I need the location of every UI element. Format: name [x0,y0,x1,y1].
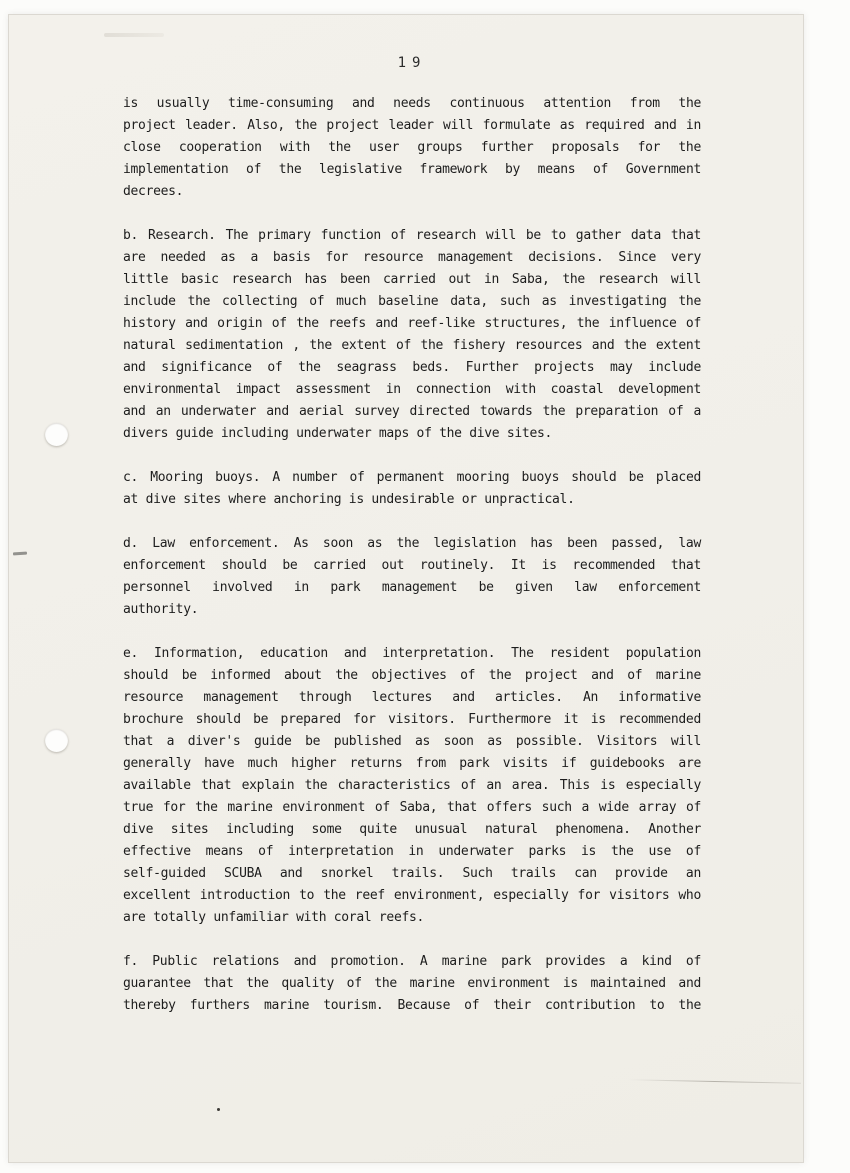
text-line: natural sedimentation , the extent of the fishery resources and the extent [123,338,701,353]
hole-punch-top [45,423,68,446]
text-line: effective means of interpretation in underwater parks is the use of [123,844,701,859]
page-number: 19 [397,55,427,71]
text-line: environmental impact assessment in connection with coastal development [123,382,701,397]
text-line: divers guide including underwater maps of the dive sites. [123,426,553,441]
text-line: enforcement should be carried out routinely. It is recommended that [123,558,701,573]
text-line: f. Public relations and promotion. A marine park provides a kind of [123,954,701,969]
paragraph-intro-continuation [123,93,701,203]
paragraph-e-information-education [123,643,701,929]
text-line: c. Mooring buoys. A number of permanent mooring buoys should be placed [123,470,701,485]
text-line: include the collecting of much baseline data, such as investigating the [123,294,701,309]
text-line: decrees. [123,184,184,199]
text-line: should be informed about the objectives of the project and of marine [123,668,701,683]
text-line: dive sites including some quite unusual natural phenomena. Another [123,822,701,837]
text-line: self-guided SCUBA and snorkel trails. Such trails can provide an [123,866,701,881]
paragraph-b-research [123,225,701,445]
paragraph-d-law-enforcement [123,533,701,621]
paper-dent-mark [104,33,164,37]
text-line: is usually time-consuming and needs continuous attention from the [123,96,701,111]
text-line: resource management through lectures and articles. An informative [123,690,701,705]
text-line: implementation of the legislative framework by means of Government [123,162,701,177]
text-line: true for the marine environment of Saba, that offers such a wide array of [123,800,701,815]
crease-line [629,1079,801,1084]
text-line: thereby furthers marine tourism. Because of their contribution to the [123,998,701,1013]
text-line: authority. [123,602,199,617]
text-line: little basic research has been carried out in Saba, the research will [123,272,701,287]
text-line: history and origin of the reefs and reef-like structures, the influence of [123,316,701,331]
text-line: available that explain the characteristics of an area. This is especially [123,778,701,793]
document-paper [8,14,804,1163]
text-line: e. Information, education and interpretation. The resident population [123,646,701,661]
text-line: excellent introduction to the reef environment, especially for visitors who [123,888,701,903]
text-line: and an underwater and aerial survey directed towards the preparation of a [123,404,701,419]
text-line: at dive sites where anchoring is undesirable or unpractical. [123,492,575,507]
text-line: d. Law enforcement. As soon as the legislation has been passed, law [123,536,701,551]
crease-mark [13,552,27,556]
paragraph-f-public-relations [123,951,701,1017]
text-block [123,93,701,1017]
paragraph-c-mooring-buoys [123,467,701,511]
text-line: project leader. Also, the project leader will formulate as required and in [123,118,701,133]
text-line: close cooperation with the user groups further proposals for the [123,140,701,155]
ink-speck [217,1108,220,1111]
text-line: brochure should be prepared for visitors. Furthermore it is recommended [123,712,701,727]
text-line: generally have much higher returns from park visits if guidebooks are [123,756,701,771]
text-line: and significance of the seagrass beds. Further projects may include [123,360,701,375]
text-line: are totally unfamiliar with coral reefs. [123,910,425,925]
hole-punch-bottom [45,729,68,752]
text-line: guarantee that the quality of the marine environment is maintained and [123,976,701,991]
text-line: personnel involved in park management be given law enforcement [123,580,701,595]
text-line: are needed as a basis for resource management decisions. Since very [123,250,701,265]
text-line: b. Research. The primary function of research will be to gather data that [123,228,701,243]
text-line: that a diver's guide be published as soon as possible. Visitors will [123,734,701,749]
